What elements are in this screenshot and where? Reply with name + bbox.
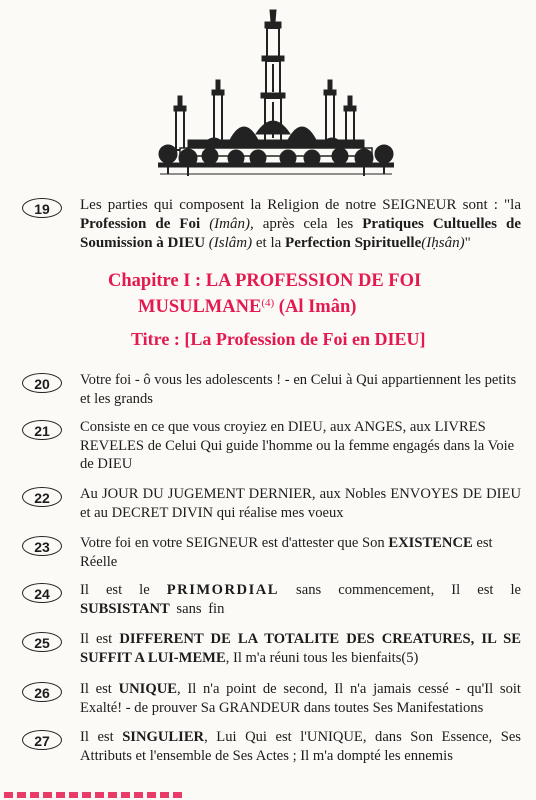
chapter-heading: Chapitre I : LA PROFESSION DE FOI MUSULMANE$^{(4)}$ (Al Imân) [108, 271, 422, 317]
verse-number: 22 [22, 487, 62, 507]
paragraph-text: Il est DIFFERENT DE LA TOTALITE DES CREATURES, IL SE SUFFIT A LUI-MEME, Il m'a réuni tous les bienfaits(5) [80, 631, 521, 666]
cropped-next-heading [0, 790, 536, 800]
chapter-line2: MUSULMANE [138, 297, 262, 317]
verse-number: 23 [22, 536, 62, 556]
paragraph-text: Il est SINGULIER, Lui Qui est l'UNIQUE, dans Son Essence, Ses Attributs et l'ensemble de Ses Actes ; Il m'a dompté les ennemis [80, 729, 521, 764]
paragraph-text: Il est UNIQUE, Il n'a point de second, Il n'a jamais cessé - qu'Il soit Exalté! - de prouver Sa GRANDEUR dans toutes Ses Manifestations [80, 681, 521, 716]
paragraph-text: Consiste en ce que vous croyiez en DIEU, aux ANGES, aux LIVRES REVELES de Celui Qui guide l'homme ou la femme engagés dans la Voie de DIEU [80, 419, 515, 472]
footnote-ref: (4) [261, 297, 275, 309]
paragraph-text: Votre foi - ô vous les adolescents ! - en Celui à Qui appartiennent les petits et les grands [80, 372, 517, 407]
verse-number: 19 [22, 198, 62, 218]
mosque-illustration [158, 8, 394, 180]
verse-number: 25 [22, 632, 62, 652]
verse-number: 21 [22, 420, 62, 440]
verse-number: 24 [22, 583, 62, 603]
paragraph-text: Les parties qui composent la Religion de notre SEIGNEUR sont : "la Profession de Foi (Imân), après cela les Pratiques Cultuelles de Soumission à DIEU (Islâm) et la Perfection Spirituelle(Iḥsân)" [80, 197, 521, 251]
verse-number: 27 [22, 730, 62, 750]
section-title: Titre : [La Profession de Foi en DIEU] [131, 329, 426, 349]
paragraph-text: Votre foi en votre SEIGNEUR est d'attester que Son EXISTENCE est Réelle [80, 535, 493, 570]
chapter-line1: Chapitre I : LA PROFESSION DE FOI [108, 271, 422, 291]
verse-number: 26 [22, 682, 62, 702]
verse-number: 20 [22, 373, 62, 393]
paragraph-text: Il est le PRIMORDIAL sans commencement, Il est le SUBSISTANT sans fin [80, 582, 521, 617]
paragraph-text: Au JOUR DU JUGEMENT DERNIER, aux Nobles ENVOYES DE DIEU et au DECRET DIVIN qui réalise mes voeux [80, 486, 521, 521]
